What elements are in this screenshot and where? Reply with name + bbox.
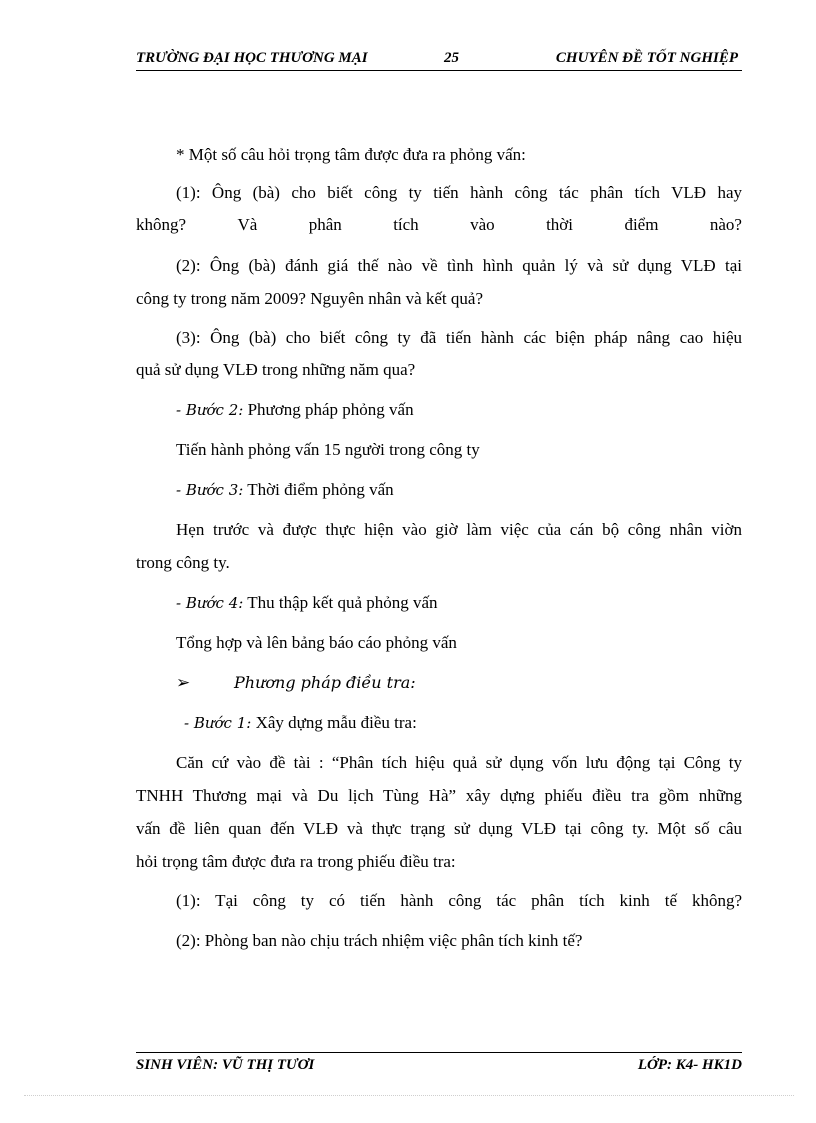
survey-question-2: (2): Phòng ban nào chịu trách nhiệm việc phân tích kinh tế? — [176, 931, 583, 950]
word: không? — [136, 215, 187, 234]
header-doc-type: CHUYÊN ĐỀ TỐT NGHIỆP — [555, 50, 738, 66]
page-edge-divider — [24, 1095, 794, 1096]
question-3-line-1: (3): Ông (bà) cho biết công ty đã tiến hành các biện pháp nâng cao hiệu — [176, 328, 742, 347]
step-4-label: - Bước 4: — [176, 594, 244, 612]
basis-line-3: vấn đề liên quan đến VLĐ và thực trạng sử dụng VLĐ tại công ty. Một số câu — [136, 819, 742, 838]
word: tích — [393, 215, 419, 234]
step-2-line — [136, 393, 742, 427]
arrow-bullet-icon: ➢ — [176, 673, 191, 692]
step-3-line — [136, 473, 742, 507]
header-school: TRƯỜNG ĐẠI HỌC THƯƠNG MẠI — [136, 50, 368, 66]
step-4-line — [136, 586, 742, 620]
word: Và — [237, 215, 258, 234]
survey-question-1: (1): Tại công ty có tiến hành công tác phân tích kinh tế không? — [176, 891, 742, 910]
question-2-line-1: (2): Ông (bà) đánh giá thế nào về tình hình quản lý và sử dụng VLĐ tại — [176, 256, 742, 275]
word: điểm — [624, 215, 659, 234]
intro-line: * Một số câu hỏi trọng tâm được đưa ra phỏng vấn: — [176, 145, 526, 164]
step-4-text: Thu thập kết quả phỏng vấn — [243, 593, 438, 612]
basis-line-2: TNHH Thương mại và Du lịch Tùng Hà” xây dựng phiếu điều tra gồm những — [136, 786, 742, 805]
step-3-desc-line-1: Hẹn trước và được thực hiện vào giờ làm việc của cán bộ công nhân viờn — [176, 520, 742, 539]
step-3-desc-line-2: trong công ty. — [136, 553, 230, 572]
survey-step-1-text: Xây dựng mẫu điều tra: — [251, 713, 417, 732]
basis-line-4: hỏi trọng tâm được đưa ra trong phiếu điều tra: — [136, 852, 456, 871]
word: thời — [546, 215, 574, 234]
page-header — [136, 48, 742, 71]
step-3-label: - Bước 3: — [176, 481, 244, 499]
basis-line-1: Căn cứ vào đề tài : “Phân tích hiệu quả sử dụng vốn lưu động tại Công ty — [176, 753, 742, 772]
survey-step-1-line — [136, 706, 742, 740]
step-2-desc: Tiến hành phỏng vấn 15 người trong công ty — [176, 440, 480, 459]
word: vào — [470, 215, 495, 234]
step-4-desc: Tổng hợp và lên bảng báo cáo phỏng vấn — [176, 633, 457, 652]
question-1-line-1 — [136, 176, 742, 210]
page-footer — [136, 1052, 742, 1079]
footer-student: SINH VIÊN: VŨ THỊ TƯƠI — [136, 1057, 315, 1073]
step-2-text: Phương pháp phỏng vấn — [243, 400, 414, 419]
step-3-text: Thời điểm phỏng vấn — [243, 480, 394, 499]
question-1-line-2 — [136, 208, 742, 242]
word: phân — [308, 215, 342, 234]
question-1-text: (1): Ông (bà) cho biết công ty tiến hành công tác phân tích VLĐ hay — [176, 183, 742, 202]
survey-step-1-label: - Bước 1: — [184, 714, 252, 732]
footer-class: LỚP: K4- HK1D — [637, 1057, 742, 1073]
word: nào? — [709, 215, 742, 234]
question-3-line-2: quả sử dụng VLĐ trong những năm qua? — [136, 360, 416, 379]
survey-method-title: Phương pháp điều tra: — [234, 673, 416, 692]
header-page-number: 25 — [444, 50, 459, 66]
question-2-line-2: công ty trong năm 2009? Nguyên nhân và kết quả? — [136, 289, 483, 308]
step-2-label: - Bước 2: — [176, 401, 244, 419]
